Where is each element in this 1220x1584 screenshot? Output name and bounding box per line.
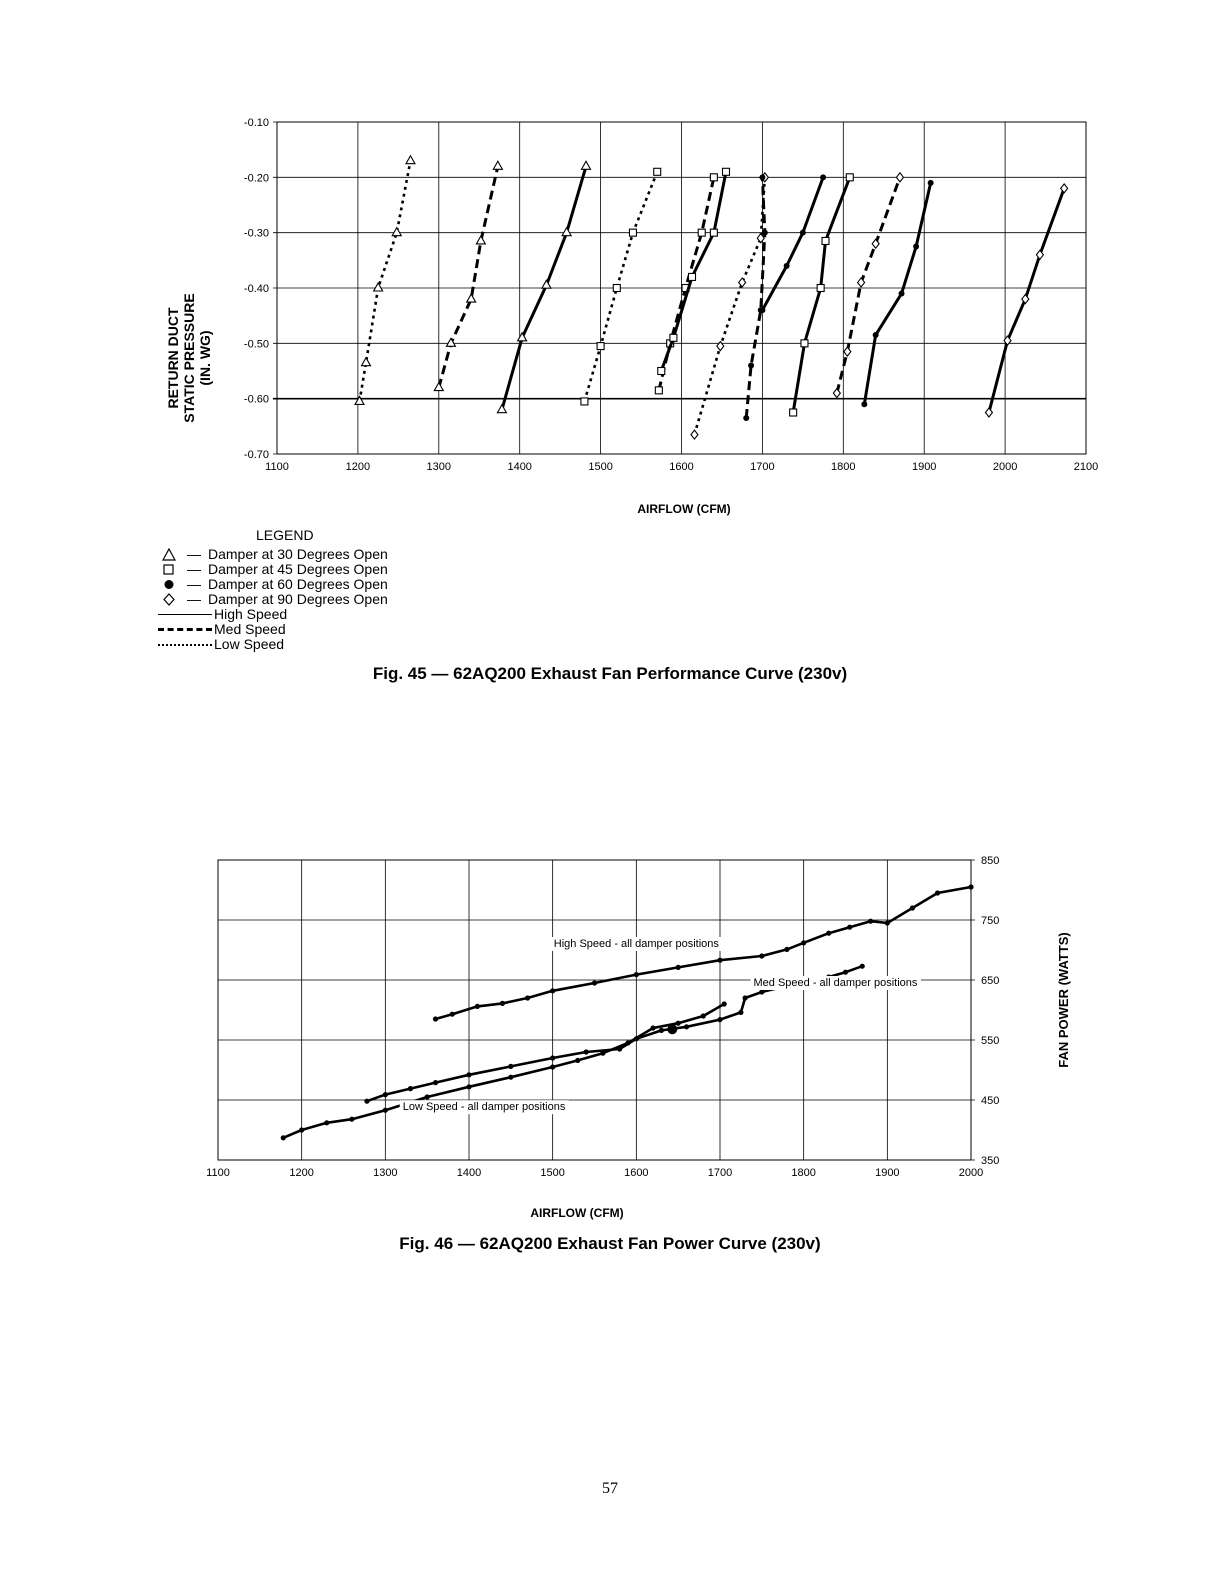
x-tick-label: 1500 (540, 1167, 565, 1179)
data-point (508, 1075, 513, 1080)
data-point (475, 1004, 480, 1009)
y-axis-label (165, 293, 213, 422)
data-point-square (722, 168, 729, 175)
data-point (550, 1064, 555, 1069)
series-annotation: Med Speed - all damper positions (753, 977, 918, 989)
x-axis-label: AIRFLOW (CFM) (637, 502, 731, 516)
series-low-speed-30-degrees (355, 156, 415, 405)
data-point-circle (899, 291, 905, 297)
data-point-square (613, 285, 620, 292)
data-point-square (698, 229, 705, 236)
data-point-circle (759, 174, 765, 180)
data-point (500, 1001, 505, 1006)
data-point-square (790, 409, 797, 416)
data-point (885, 920, 890, 925)
data-point (759, 953, 764, 958)
x-tick-label: 2000 (992, 461, 1018, 473)
data-point (408, 1086, 413, 1091)
series-high-speed-45-degrees (790, 174, 854, 416)
legend-item-30-degrees (158, 547, 388, 562)
x-tick-label: 1300 (426, 461, 452, 473)
legend-label: Damper at 60 Degrees Open (208, 576, 388, 592)
series-line (837, 177, 900, 393)
series-line (864, 183, 930, 404)
y-axis-label-line-1: RETURN DUCT (165, 307, 181, 409)
series-high-speed-30-degrees (497, 161, 590, 412)
legend-item-90-degrees (158, 592, 388, 607)
data-point-diamond (691, 430, 698, 439)
solid-line-icon (158, 614, 212, 615)
legend-label: Damper at 30 Degrees Open (208, 546, 388, 562)
y-tick-label: -0.70 (243, 449, 269, 461)
y-axis-label: FAN POWER (WATTS) (1056, 932, 1071, 1068)
data-point (508, 1064, 513, 1069)
series-high-speed (433, 884, 974, 1021)
x-tick-label: 1100 (265, 461, 289, 473)
data-point-diamond (985, 408, 992, 417)
data-point (784, 947, 789, 952)
data-point-square (654, 168, 661, 175)
series-line (283, 1004, 724, 1138)
data-point-circle (913, 244, 919, 250)
data-point (659, 1028, 664, 1033)
legend-title: LEGEND (256, 527, 314, 543)
data-point-circle (748, 362, 754, 368)
data-point-square (629, 229, 636, 236)
legend-item-60-degrees (158, 577, 388, 592)
series-med-speed-30-degrees (434, 161, 502, 390)
y-tick-label: -0.40 (243, 283, 269, 295)
data-point (717, 958, 722, 963)
data-point (433, 1016, 438, 1021)
data-point-triangle (374, 283, 383, 291)
figure-45-caption: Fig. 45 — 62AQ200 Exhaust Fan Performance Curve (230v) (372, 664, 848, 683)
data-point (550, 988, 555, 993)
data-point-triangle (582, 161, 591, 169)
data-point (299, 1127, 304, 1132)
diamond-icon (158, 593, 180, 606)
data-point (860, 964, 865, 969)
legend-label: High Speed (214, 606, 288, 622)
data-point (324, 1120, 329, 1125)
series-low-speed (281, 1001, 727, 1140)
data-point-triangle (542, 280, 551, 288)
y-tick-label: 650 (981, 975, 1000, 987)
y-tick-label: -0.10 (243, 117, 269, 129)
power-curve-chart (0, 840, 1220, 1220)
figure-46-caption: Fig. 46 — 62AQ200 Exhaust Fan Power Curve (230v) (399, 1234, 821, 1253)
data-point (676, 965, 681, 970)
data-point-triangle (476, 236, 485, 244)
y-axis-label-line-2: STATIC PRESSURE (181, 293, 197, 423)
data-point-diamond (844, 347, 851, 356)
data-point-circle (762, 230, 768, 236)
x-tick-label: 1700 (707, 1167, 733, 1179)
y-tick-label: -0.50 (243, 338, 269, 351)
series-high-speed-90-degrees (985, 184, 1067, 417)
data-point (550, 1055, 555, 1060)
y-tick-label: 350 (981, 1155, 1000, 1167)
data-point (281, 1135, 286, 1140)
series-annotation: Low Speed - all damper positions (402, 1101, 566, 1114)
data-point-square (846, 174, 853, 181)
y-axis-label-line-3: (IN. WG) (197, 330, 213, 386)
x-tick-label: 1400 (507, 461, 532, 473)
data-point-square (801, 340, 808, 347)
data-point (349, 1117, 354, 1122)
legend-dash: — (187, 591, 201, 607)
data-point-square (822, 237, 829, 244)
data-point-square (817, 285, 824, 292)
x-tick-label: 1200 (289, 1167, 314, 1179)
legend-item-45-degrees (158, 562, 388, 577)
square-icon (158, 563, 180, 576)
data-point (801, 940, 806, 945)
data-point (738, 1010, 743, 1015)
data-point (826, 931, 831, 936)
data-point (634, 972, 639, 977)
y-tick-label: 850 (981, 855, 1000, 867)
data-point (717, 1017, 722, 1022)
data-point (847, 925, 852, 930)
data-point (383, 1092, 388, 1097)
legend-label: Damper at 90 Degrees Open (208, 591, 388, 607)
legend (158, 528, 388, 652)
x-tick-label: 2000 (958, 1167, 984, 1179)
x-tick-label: 1500 (588, 461, 613, 473)
data-point-circle (861, 401, 867, 407)
data-point-cluster (667, 1024, 677, 1034)
page-number: 57 (602, 1480, 618, 1497)
legend-dash: — (187, 576, 201, 592)
data-point-triangle (392, 228, 401, 236)
x-axis-label: AIRFLOW (CFM) (530, 1206, 624, 1220)
data-point (843, 970, 848, 975)
data-point-square (658, 368, 665, 375)
data-point-square (655, 387, 662, 394)
x-tick-label: 1400 (456, 1167, 482, 1179)
series-med-speed-90-degrees (833, 173, 903, 398)
data-point (364, 1099, 369, 1104)
data-point (592, 980, 597, 985)
data-point-square (710, 174, 717, 181)
data-point-triangle (562, 228, 571, 236)
series-annotation: High Speed - all damper positions (553, 938, 719, 950)
data-point (701, 1013, 706, 1018)
data-point (450, 1012, 455, 1017)
series-low-speed-45-degrees (581, 168, 661, 405)
x-tick-label: 1900 (875, 1167, 900, 1179)
data-point (433, 1080, 438, 1085)
data-point (466, 1072, 471, 1077)
x-tick-label: 1200 (345, 461, 371, 473)
data-point (425, 1094, 430, 1099)
data-point-circle (743, 415, 749, 421)
x-tick-label: 1900 (911, 461, 937, 473)
data-point-triangle (361, 358, 370, 366)
data-point-triangle (434, 383, 443, 391)
series-line (762, 177, 823, 310)
data-point (600, 1051, 605, 1056)
data-point-triangle (497, 405, 506, 413)
data-point (722, 1001, 727, 1006)
data-point-triangle (467, 294, 476, 302)
x-tick-label: 1600 (624, 1167, 649, 1179)
series-med-speed-60-degrees (743, 174, 768, 421)
y-tick-label: 550 (981, 1035, 1000, 1047)
y-tick-label: -0.60 (243, 393, 269, 406)
data-point (584, 1049, 589, 1054)
x-tick-label: 1300 (373, 1167, 398, 1179)
dashed-line-icon (158, 628, 212, 631)
legend-dash: — (187, 561, 201, 577)
series-line (436, 887, 971, 1019)
y-tick-label: -0.20 (243, 172, 269, 185)
data-point (935, 890, 940, 895)
data-point-circle (800, 230, 806, 236)
circle-icon (158, 578, 180, 591)
data-point (525, 995, 530, 1000)
data-point (676, 1021, 681, 1026)
series-line (694, 177, 764, 434)
data-point (759, 989, 764, 994)
data-point (868, 919, 873, 924)
data-point (968, 884, 973, 889)
x-tick-label: 1600 (669, 461, 694, 473)
data-point (383, 1108, 388, 1113)
data-point (575, 1058, 580, 1063)
y-tick-label: 750 (981, 915, 1000, 927)
data-point (466, 1084, 471, 1089)
data-point-circle (928, 180, 934, 186)
legend-line-high-speed (158, 607, 388, 622)
data-point-triangle (355, 396, 364, 404)
series-high-speed-60-degrees (861, 180, 933, 407)
data-point-triangle (493, 161, 502, 169)
y-tick-label: -0.30 (243, 227, 269, 240)
x-tick-label: 1800 (791, 1167, 816, 1179)
series-high-speed-60-degrees (759, 174, 826, 313)
data-point-circle (759, 307, 765, 313)
legend-dash: — (187, 546, 201, 562)
data-point-circle (784, 263, 790, 269)
plot-area (218, 860, 971, 1160)
data-point-square (689, 273, 696, 280)
data-point-triangle (406, 156, 415, 164)
x-tick-label: 1100 (206, 1167, 230, 1179)
legend-label: Damper at 45 Degrees Open (208, 561, 388, 577)
legend-line-low-speed (158, 637, 388, 652)
data-point-square (581, 398, 588, 405)
data-point-circle (873, 332, 879, 338)
data-point (650, 1025, 655, 1030)
legend-label: Med Speed (214, 621, 286, 637)
triangle-icon (158, 548, 180, 561)
data-point-circle (820, 174, 826, 180)
series-line (439, 166, 498, 387)
data-point-diamond (833, 389, 840, 398)
data-point-square (597, 343, 604, 350)
data-point-square (670, 334, 677, 341)
x-tick-label: 1700 (750, 461, 775, 473)
y-tick-label: 450 (981, 1095, 1000, 1107)
data-point (625, 1040, 630, 1045)
dotted-line-icon (158, 644, 212, 646)
data-point (910, 905, 915, 910)
x-tick-label: 2100 (1073, 461, 1099, 473)
data-point-diamond (896, 173, 903, 182)
legend-label: Low Speed (214, 636, 285, 652)
data-point (684, 1024, 689, 1029)
data-point (743, 995, 748, 1000)
legend-line-med-speed (158, 622, 388, 637)
data-point-square (710, 229, 717, 236)
x-tick-label: 1800 (831, 461, 856, 473)
